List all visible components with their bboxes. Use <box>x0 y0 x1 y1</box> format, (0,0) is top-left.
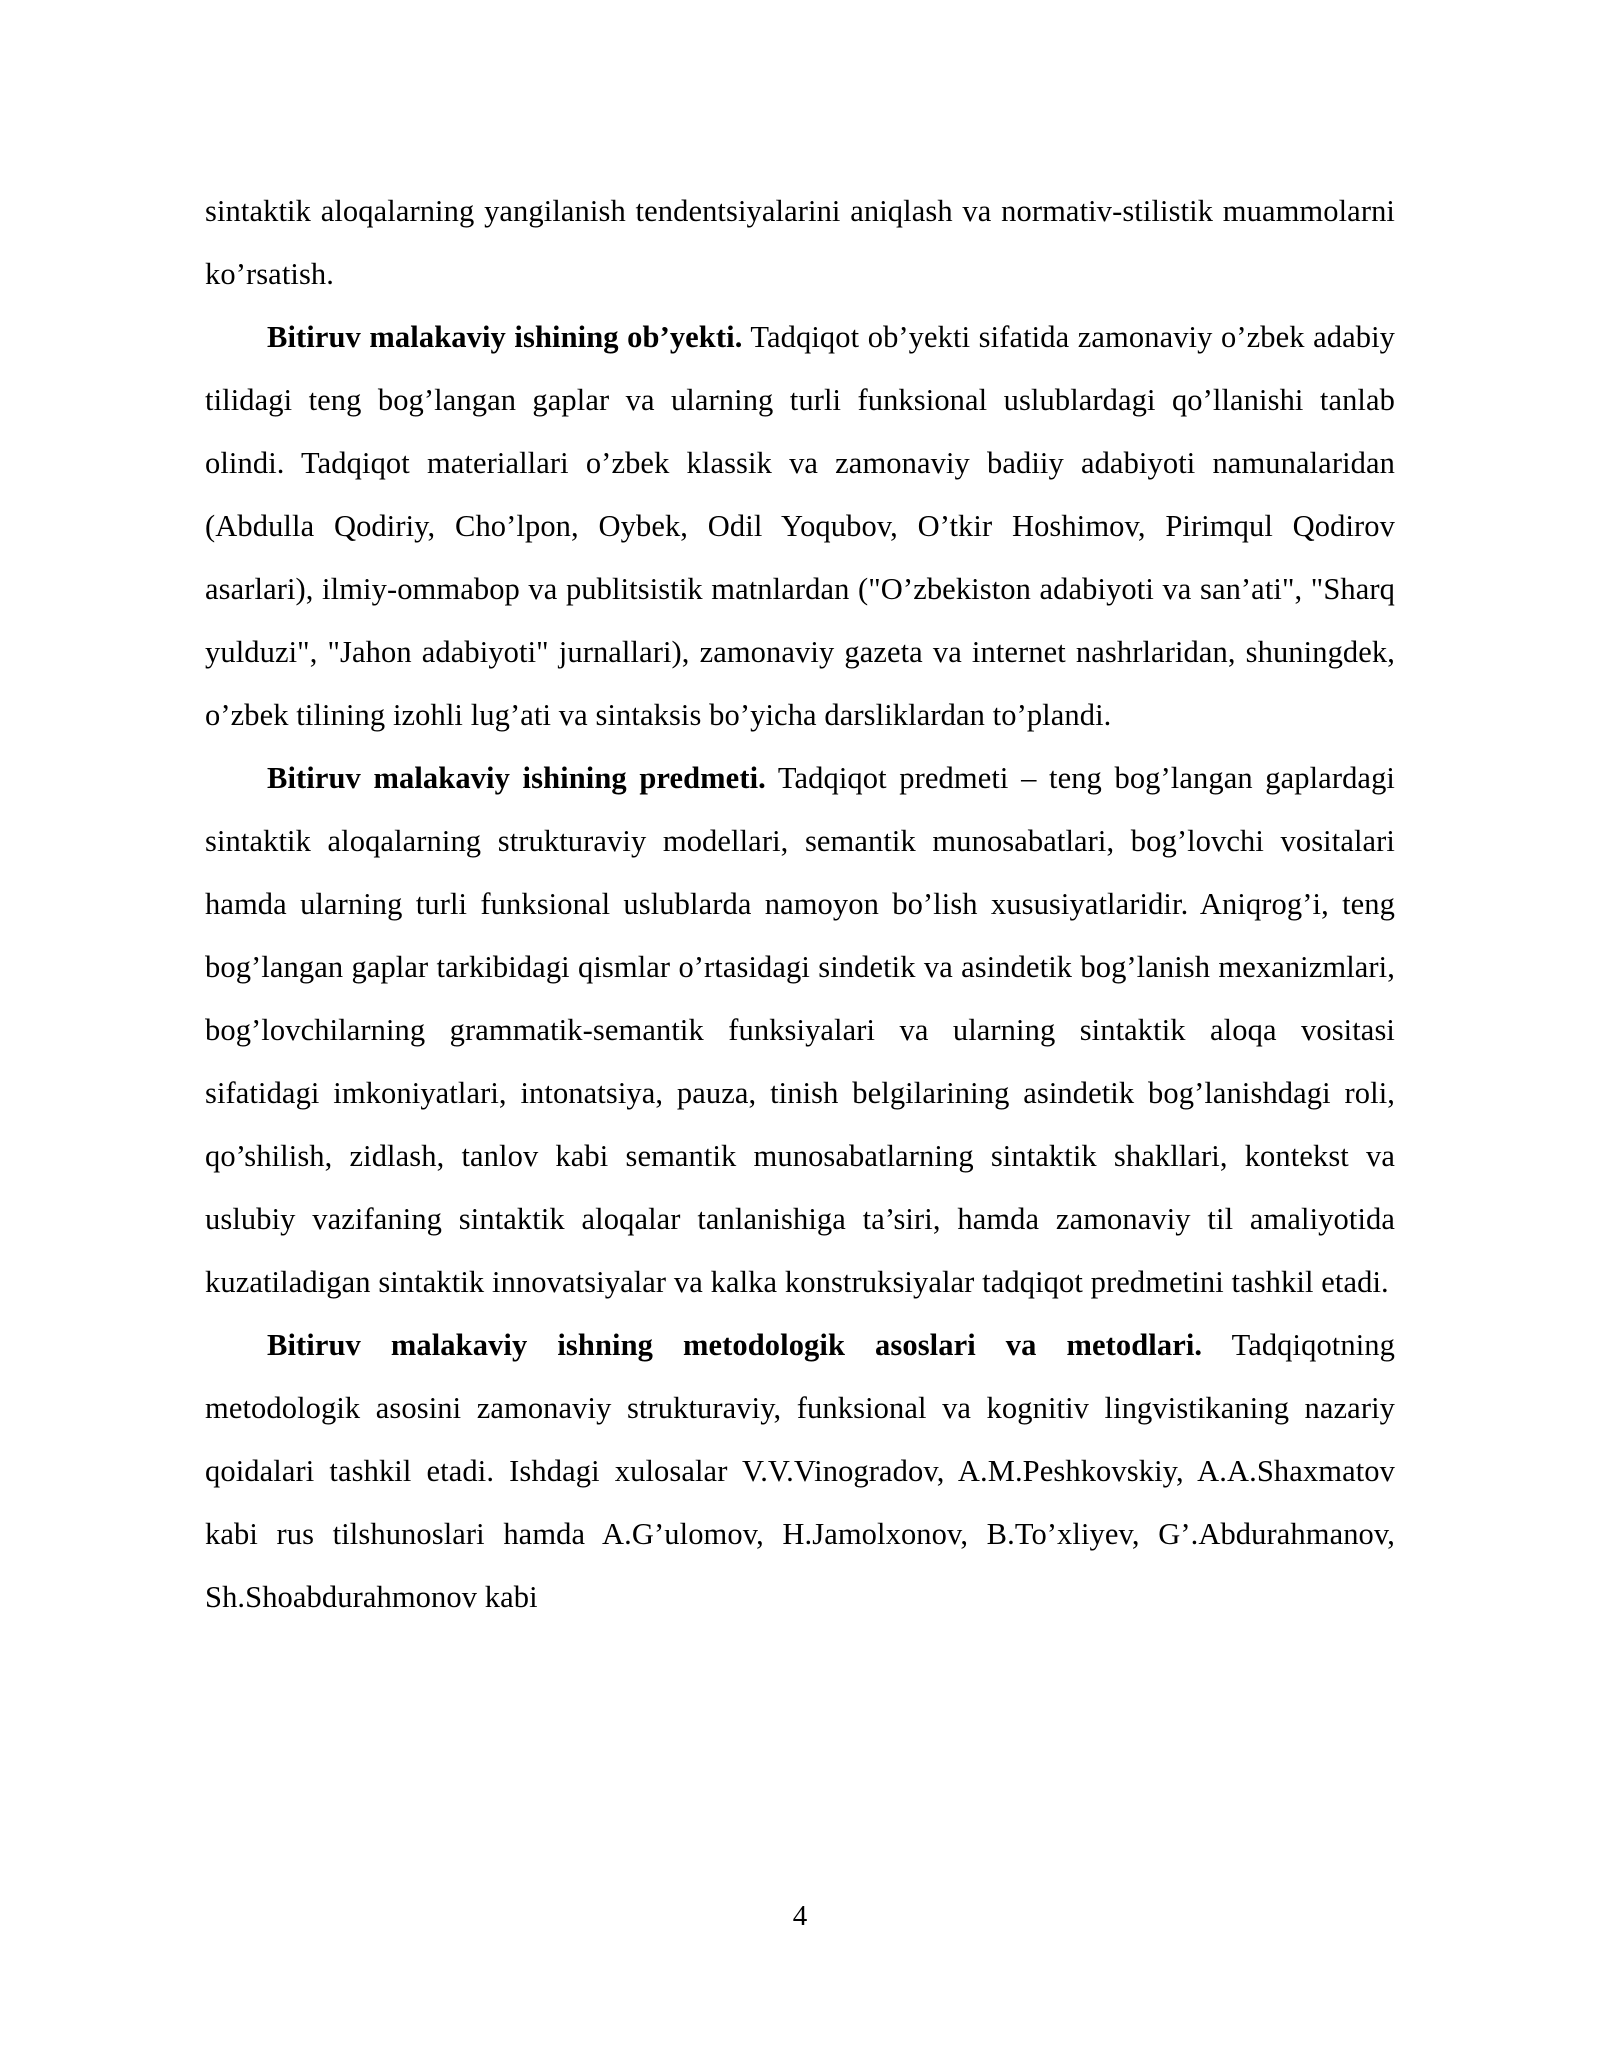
page-body-text <box>205 180 1395 1629</box>
paragraph-methodology <box>205 1314 1395 1629</box>
paragraph-continuation <box>205 180 1395 306</box>
page-number: 4 <box>792 1900 808 1932</box>
paragraph-text: Tadqiqotning metodologik asosini zamonaviy strukturaviy, funksional va kognitiv lingvistikaning nazariy qoidalari tashkil etadi. Ishdagi xulosalar V.V.Vinogradov, A.M.Peshkovskiy, A.A.Shaxmatov kabi rus tilshunoslari hamda A.G’ulomov, H.Jamolxonov, B.To’xliyev, G’.Abdurahmanov, Sh.Shoabdurahmonov kabi <box>205 1328 1395 1614</box>
runin-heading-object: Bitiruv malakaviy ishining ob’yekti. <box>267 320 743 354</box>
runin-heading-subject: Bitiruv malakaviy ishining predmeti. <box>267 761 766 795</box>
paragraph-text: Tadqiqot predmeti – teng bog’langan gaplardagi sintaktik aloqalarning strukturaviy modellari, semantik munosabatlari, bog’lovchi vositalari hamda ularning turli funksional uslublarda namoyon bo’lish xususiyatlaridir. Aniqrog’i, teng bog’langan gaplar tarkibidagi qismlar o’rtasidagi sindetik va asindetik bog’lanish mexanizmlari, bog’lovchilarning grammatik-semantik funksiyalari va ularning sintaktik aloqa vositasi sifatidagi imkoniyatlari, intonatsiya, pauza, tinish belgilarining asindetik bog’lanishdagi roli, qo’shilish, zidlash, tanlov kabi semantik munosabatlarning sintaktik shakllari, kontekst va uslubiy vazifaning sintaktik aloqalar tanlanishiga ta’siri, hamda zamonaviy til amaliyotida kuzatiladigan sintaktik innovatsiyalar va kalka konstruksiyalar tadqiqot predmetini tashkil etadi. <box>205 761 1395 1299</box>
paragraph-text: Tadqiqot ob’yekti sifatida zamonaviy o’zbek adabiy tilidagi teng bog’langan gaplar va ularning turli funksional uslublardagi qo’llanishi tanlab olindi. Tadqiqot materiallari o’zbek klassik va zamonaviy badiiy adabiyoti namunalaridan (Abdulla Qodiriy, Cho’lpon, Oybek, Odil Yoqubov, O’tkir Hoshimov, Pirimqul Qodirov asarlari), ilmiy-ommabop va publitsistik matnlardan ("O’zbekiston adabiyoti va san’ati", "Sharq yulduzi", "Jahon adabiyoti" jurnallari), zamonaviy gazeta va internet nashrlaridan, shuningdek, o’zbek tilining izohli lug’ati va sintaksis bo’yicha darsliklardan to’plandi. <box>205 320 1395 732</box>
paragraph-research-subject <box>205 747 1395 1314</box>
runin-heading-methodology: Bitiruv malakaviy ishning metodologik asoslari va metodlari. <box>267 1328 1203 1362</box>
paragraph-text: sintaktik aloqalarning yangilanish tendentsiyalarini aniqlash va normativ-stilistik muammolarni ko’rsatish. <box>205 194 1395 291</box>
paragraph-research-object <box>205 306 1395 747</box>
